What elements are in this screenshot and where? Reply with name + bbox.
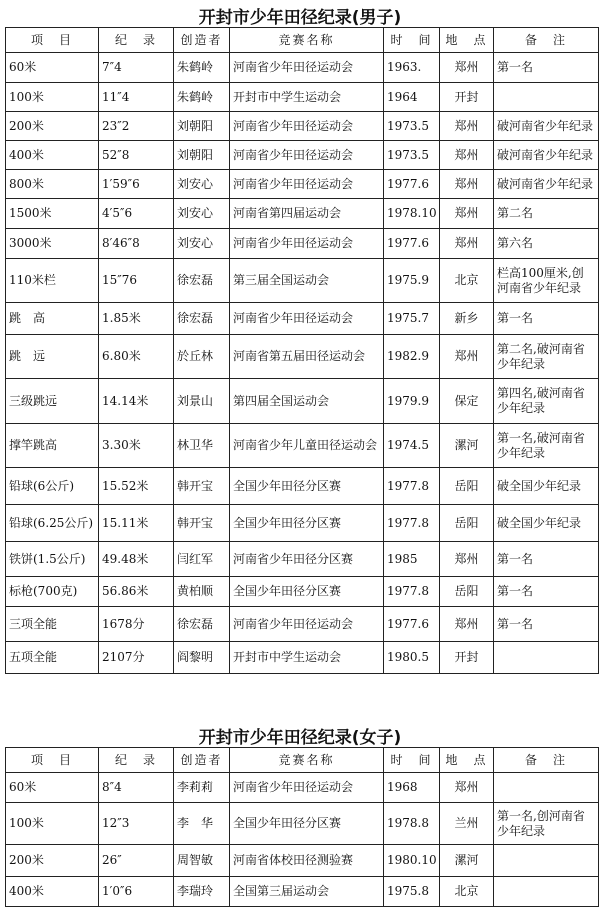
cell-place: 郑州 xyxy=(440,607,494,642)
cell-competition: 全国第三届运动会 xyxy=(230,877,384,907)
cell-competition: 河南省少年田径运动会 xyxy=(230,229,384,259)
cell-time: 1977.8 xyxy=(384,505,440,542)
cell-creator: 刘安心 xyxy=(174,170,230,199)
cell-item: 100米 xyxy=(6,803,99,845)
cell-creator: 闫红军 xyxy=(174,542,230,577)
cell-time: 1977.6 xyxy=(384,170,440,199)
cell-item: 铅球(6公斤) xyxy=(6,468,99,505)
cell-note: 破全国少年纪录 xyxy=(494,468,599,505)
header-place: 地 点 xyxy=(440,748,494,773)
cell-note: 第一名 xyxy=(494,542,599,577)
cell-place: 郑州 xyxy=(440,112,494,141)
male-records-title: 开封市少年田径纪录(男子) xyxy=(198,8,402,28)
cell-time: 1977.8 xyxy=(384,468,440,505)
cell-note: 第一名 xyxy=(494,607,599,642)
cell-time: 1973.5 xyxy=(384,141,440,170)
female-records-table xyxy=(5,747,599,907)
cell-competition: 河南省少年儿童田径运动会 xyxy=(230,424,384,468)
table-row xyxy=(6,773,599,803)
header-competition: 竞赛名称 xyxy=(230,28,384,53)
cell-note: 第一名,创河南省少年纪录 xyxy=(494,803,599,845)
table-row xyxy=(6,424,599,468)
cell-place: 开封 xyxy=(440,83,494,112)
header-note: 备 注 xyxy=(494,748,599,773)
header-creator: 创造者 xyxy=(174,28,230,53)
cell-time: 1973.5 xyxy=(384,112,440,141)
cell-competition: 河南省少年田径运动会 xyxy=(230,112,384,141)
header-note: 备 注 xyxy=(494,28,599,53)
cell-place: 郑州 xyxy=(440,170,494,199)
cell-record: 3.30米 xyxy=(99,424,174,468)
table-row xyxy=(6,505,599,542)
header-item: 项 目 xyxy=(6,748,99,773)
cell-note: 第一名,破河南省少年纪录 xyxy=(494,424,599,468)
cell-record: 15.11米 xyxy=(99,505,174,542)
cell-competition: 全国少年田径分区赛 xyxy=(230,577,384,607)
cell-note: 第六名 xyxy=(494,229,599,259)
cell-competition: 河南省少年田径运动会 xyxy=(230,303,384,335)
cell-record: 11″4 xyxy=(99,83,174,112)
cell-competition: 第三届全国运动会 xyxy=(230,259,384,303)
cell-item: 800米 xyxy=(6,170,99,199)
cell-competition: 开封市中学生运动会 xyxy=(230,83,384,112)
cell-item: 标枪(700克) xyxy=(6,577,99,607)
cell-place: 漯河 xyxy=(440,424,494,468)
cell-item: 1500米 xyxy=(6,199,99,229)
cell-time: 1963. xyxy=(384,53,440,83)
table-row xyxy=(6,259,599,303)
cell-time: 1964 xyxy=(384,83,440,112)
cell-record: 6.80米 xyxy=(99,335,174,379)
table-row xyxy=(6,803,599,845)
cell-record: 2107分 xyxy=(99,642,174,674)
cell-item: 三级跳远 xyxy=(6,379,99,424)
cell-item: 3000米 xyxy=(6,229,99,259)
cell-note: 破全国少年纪录 xyxy=(494,505,599,542)
cell-note: 第四名,破河南省少年纪录 xyxy=(494,379,599,424)
cell-competition: 河南省少年田径运动会 xyxy=(230,170,384,199)
cell-creator: 刘朝阳 xyxy=(174,112,230,141)
cell-item: 60米 xyxy=(6,53,99,83)
cell-note: 栏高100厘米,创河南省少年纪录 xyxy=(494,259,599,303)
cell-item: 五项全能 xyxy=(6,642,99,674)
cell-time: 1980.5 xyxy=(384,642,440,674)
table-row xyxy=(6,468,599,505)
header-place: 地 点 xyxy=(440,28,494,53)
cell-record: 26″ xyxy=(99,845,174,877)
cell-place: 郑州 xyxy=(440,773,494,803)
cell-creator: 刘朝阳 xyxy=(174,141,230,170)
cell-record: 8′46″8 xyxy=(99,229,174,259)
cell-item: 110米栏 xyxy=(6,259,99,303)
cell-note: 破河南省少年纪录 xyxy=(494,170,599,199)
table-header-row xyxy=(6,28,599,53)
cell-item: 100米 xyxy=(6,83,99,112)
cell-competition: 开封市中学生运动会 xyxy=(230,642,384,674)
cell-record: 1′59″6 xyxy=(99,170,174,199)
cell-record: 12″3 xyxy=(99,803,174,845)
cell-creator: 朱鹤岭 xyxy=(174,83,230,112)
cell-place: 郑州 xyxy=(440,199,494,229)
cell-note: 第一名 xyxy=(494,577,599,607)
cell-place: 兰州 xyxy=(440,803,494,845)
cell-competition: 河南省少年田径运动会 xyxy=(230,607,384,642)
cell-record: 7″4 xyxy=(99,53,174,83)
cell-creator: 李瑞玲 xyxy=(174,877,230,907)
cell-place: 岳阳 xyxy=(440,505,494,542)
table-row xyxy=(6,53,599,83)
cell-record: 1678分 xyxy=(99,607,174,642)
cell-item: 撑竿跳高 xyxy=(6,424,99,468)
cell-creator: 阎黎明 xyxy=(174,642,230,674)
cell-competition: 全国少年田径分区赛 xyxy=(230,803,384,845)
cell-item: 跳 远 xyxy=(6,335,99,379)
female-records-title: 开封市少年田径纪录(女子) xyxy=(198,728,402,748)
cell-place: 漯河 xyxy=(440,845,494,877)
cell-time: 1982.9 xyxy=(384,335,440,379)
cell-record: 56.86米 xyxy=(99,577,174,607)
cell-place: 北京 xyxy=(440,877,494,907)
table-row xyxy=(6,642,599,674)
header-record: 纪 录 xyxy=(99,748,174,773)
cell-note: 破河南省少年纪录 xyxy=(494,112,599,141)
cell-creator: 周智敏 xyxy=(174,845,230,877)
cell-creator: 徐宏磊 xyxy=(174,259,230,303)
cell-competition: 河南省第四届运动会 xyxy=(230,199,384,229)
cell-creator: 李莉莉 xyxy=(174,773,230,803)
cell-place: 郑州 xyxy=(440,229,494,259)
cell-place: 郑州 xyxy=(440,53,494,83)
cell-competition: 河南省第五届田径运动会 xyxy=(230,335,384,379)
cell-record: 52″8 xyxy=(99,141,174,170)
cell-creator: 徐宏磊 xyxy=(174,303,230,335)
cell-note: 破河南省少年纪录 xyxy=(494,141,599,170)
header-record: 纪 录 xyxy=(99,28,174,53)
cell-time: 1977.6 xyxy=(384,607,440,642)
cell-time: 1974.5 xyxy=(384,424,440,468)
cell-competition: 河南省少年田径运动会 xyxy=(230,53,384,83)
table-row xyxy=(6,607,599,642)
table-header-row xyxy=(6,748,599,773)
cell-competition: 河南省少年田径运动会 xyxy=(230,141,384,170)
table-row xyxy=(6,303,599,335)
header-creator: 创造者 xyxy=(174,748,230,773)
table-row xyxy=(6,845,599,877)
cell-time: 1978.8 xyxy=(384,803,440,845)
cell-item: 400米 xyxy=(6,141,99,170)
cell-creator: 黄柏顺 xyxy=(174,577,230,607)
cell-competition: 全国少年田径分区赛 xyxy=(230,468,384,505)
cell-time: 1975.8 xyxy=(384,877,440,907)
cell-note: 第二名 xyxy=(494,199,599,229)
cell-item: 200米 xyxy=(6,112,99,141)
cell-note: 第二名,破河南省少年纪录 xyxy=(494,335,599,379)
cell-time: 1977.6 xyxy=(384,229,440,259)
table-row xyxy=(6,83,599,112)
cell-record: 14.14米 xyxy=(99,379,174,424)
cell-creator: 朱鹤岭 xyxy=(174,53,230,83)
cell-creator: 韩开宝 xyxy=(174,468,230,505)
cell-item: 三项全能 xyxy=(6,607,99,642)
header-item: 项 目 xyxy=(6,28,99,53)
cell-creator: 徐宏磊 xyxy=(174,607,230,642)
cell-item: 铅球(6.25公斤) xyxy=(6,505,99,542)
table-row xyxy=(6,542,599,577)
cell-record: 23″2 xyxy=(99,112,174,141)
cell-time: 1977.8 xyxy=(384,577,440,607)
cell-place: 郑州 xyxy=(440,141,494,170)
male-records-table xyxy=(5,27,599,674)
cell-item: 跳 高 xyxy=(6,303,99,335)
cell-record: 1.85米 xyxy=(99,303,174,335)
cell-note xyxy=(494,83,599,112)
cell-creator: 林卫华 xyxy=(174,424,230,468)
cell-place: 郑州 xyxy=(440,542,494,577)
cell-item: 400米 xyxy=(6,877,99,907)
cell-creator: 刘景山 xyxy=(174,379,230,424)
cell-time: 1968 xyxy=(384,773,440,803)
table-row xyxy=(6,335,599,379)
header-time: 时 间 xyxy=(384,28,440,53)
table-row xyxy=(6,229,599,259)
cell-note xyxy=(494,773,599,803)
cell-note: 第一名 xyxy=(494,303,599,335)
table-row xyxy=(6,112,599,141)
header-competition: 竞赛名称 xyxy=(230,748,384,773)
cell-creator: 李 华 xyxy=(174,803,230,845)
table-row xyxy=(6,170,599,199)
table-row xyxy=(6,199,599,229)
cell-competition: 全国少年田径分区赛 xyxy=(230,505,384,542)
table-row xyxy=(6,141,599,170)
cell-creator: 刘安心 xyxy=(174,199,230,229)
cell-place: 岳阳 xyxy=(440,577,494,607)
cell-place: 北京 xyxy=(440,259,494,303)
cell-note: 第一名 xyxy=(494,53,599,83)
cell-time: 1975.9 xyxy=(384,259,440,303)
cell-time: 1978.10 xyxy=(384,199,440,229)
cell-place: 开封 xyxy=(440,642,494,674)
cell-time: 1980.10 xyxy=(384,845,440,877)
cell-record: 4′5″6 xyxy=(99,199,174,229)
cell-competition: 河南省体校田径测验赛 xyxy=(230,845,384,877)
cell-competition: 第四届全国运动会 xyxy=(230,379,384,424)
cell-creator: 於丘林 xyxy=(174,335,230,379)
cell-item: 60米 xyxy=(6,773,99,803)
cell-place: 新乡 xyxy=(440,303,494,335)
header-time: 时 间 xyxy=(384,748,440,773)
cell-place: 郑州 xyxy=(440,335,494,379)
cell-item: 铁饼(1.5公斤) xyxy=(6,542,99,577)
cell-note xyxy=(494,845,599,877)
cell-item: 200米 xyxy=(6,845,99,877)
cell-record: 15.52米 xyxy=(99,468,174,505)
cell-creator: 韩开宝 xyxy=(174,505,230,542)
table-row xyxy=(6,877,599,907)
cell-place: 保定 xyxy=(440,379,494,424)
cell-place: 岳阳 xyxy=(440,468,494,505)
table-row xyxy=(6,577,599,607)
cell-time: 1979.9 xyxy=(384,379,440,424)
cell-time: 1985 xyxy=(384,542,440,577)
cell-note xyxy=(494,642,599,674)
cell-note xyxy=(494,877,599,907)
table-row xyxy=(6,379,599,424)
cell-creator: 刘安心 xyxy=(174,229,230,259)
cell-competition: 河南省少年田径分区赛 xyxy=(230,542,384,577)
cell-record: 49.48米 xyxy=(99,542,174,577)
cell-time: 1975.7 xyxy=(384,303,440,335)
cell-record: 8″4 xyxy=(99,773,174,803)
cell-record: 15″76 xyxy=(99,259,174,303)
cell-competition: 河南省少年田径运动会 xyxy=(230,773,384,803)
cell-record: 1′0″6 xyxy=(99,877,174,907)
